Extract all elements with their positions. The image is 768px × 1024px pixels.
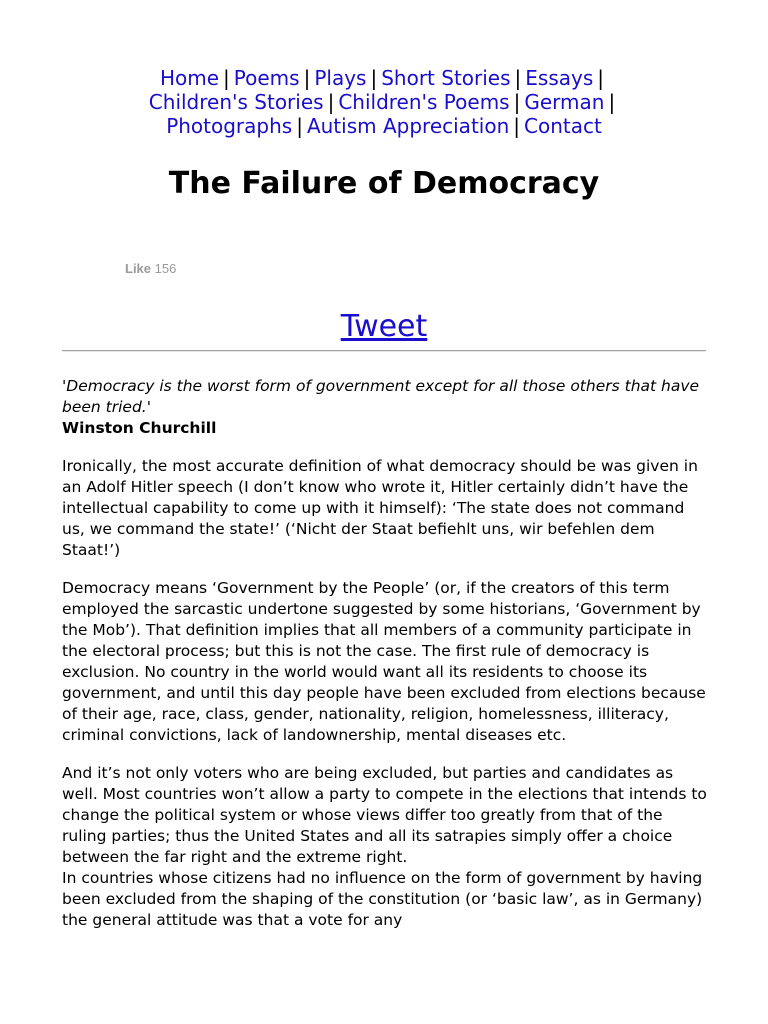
epigraph-author: Winston Churchill [62,419,217,437]
nav-link-photographs[interactable]: Photographs [166,114,293,138]
nav-separator: | [327,90,335,114]
nav-link-childrens-stories[interactable]: Children's Stories [148,90,324,114]
nav-row-1 [0,66,768,90]
tweet-link[interactable]: Tweet [340,309,428,344]
paragraph: Ironically, the most accurate definition of what democracy should be was given in an Adolf Hitler speech (I don’t know who wrote it, Hitler certainly didn’t have the intellectual capability to come up with it himself): ‘The state does not command us, we command the state!’ (‘Nicht der Staat befiehlt uns, wir befehlen dem Staat!’) [62,457,698,559]
nav-link-plays[interactable]: Plays [314,66,367,90]
nav-row-2 [0,90,768,114]
divider [62,350,706,352]
paragraph: And it’s not only voters who are being excluded, but parties and candidates as well. Most countries won’t allow a party to compete in the elections that intends to change the political system or whose views differ too greatly from that of the ruling parties; thus the United States and all its satrapies simply offer a choice between the far right and the extreme right. [62,764,707,866]
article-body [62,376,710,948]
tweet-area [0,307,768,347]
page-title: The Failure of Democracy [168,166,600,201]
nav-link-autism-appreciation[interactable]: Autism Appreciation [306,114,510,138]
nav-link-short-stories[interactable]: Short Stories [381,66,511,90]
nav-separator: | [513,114,520,138]
like-count: 156 [154,261,177,276]
nav-link-essays[interactable]: Essays [525,66,594,90]
like-label: Like [125,261,152,276]
nav-link-german[interactable]: German [524,90,605,114]
paragraph: Democracy means ‘Government by the People’ (or, if the creators of this term employed the sarcastic undertone suggested by some historians, ‘Government by the Mob’). That definition implies that all members of a community participate in the electoral process; but this is not the case. The first rule of democracy is exclusion. No country in the world would want all its residents to choose its government, and until this day people have been excluded from elections because of their age, race, class, gender, nationality, religion, homelessness, illiteracy, criminal convictions, lack of landownership, mental diseases etc. [62,579,706,744]
epigraph-quote: 'Democracy is the worst form of government except for all those others that have been tried.' [62,377,700,416]
nav-link-childrens-poems[interactable]: Children's Poems [338,90,510,114]
nav-separator: | [597,66,605,90]
nav-row-3 [0,114,768,138]
site-navigation [0,66,768,138]
nav-separator: | [370,66,378,90]
paragraph: In countries whose citizens had no influence on the form of government by having been excluded from the shaping of the constitution (or ‘basic law’, as in Germany) the general attitude was that a vote for any [62,869,703,929]
nav-separator: | [513,90,521,114]
nav-link-contact[interactable]: Contact [524,114,602,138]
nav-separator: | [223,66,230,90]
nav-separator: | [608,90,616,114]
nav-link-poems[interactable]: Poems [233,66,300,90]
nav-separator: | [296,114,303,138]
like-widget[interactable] [125,261,176,276]
nav-link-home[interactable]: Home [159,66,220,90]
nav-separator: | [514,66,522,90]
nav-separator: | [303,66,311,90]
